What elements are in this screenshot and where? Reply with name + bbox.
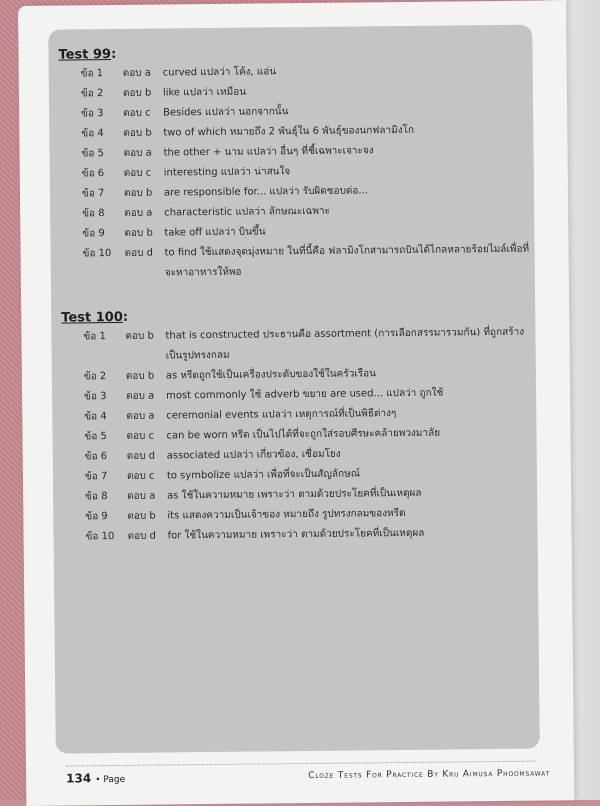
question-number: ข้อ 1 <box>80 68 104 80</box>
explanation: as หรีดถูกใช้เป็นเครื่องประดับของใช้ในครัวเรือน <box>165 368 377 382</box>
answer-choice: ตอบ a <box>126 390 155 402</box>
question-number: ข้อ 7 <box>81 188 105 200</box>
answer-choice: ตอบ b <box>122 87 152 99</box>
answer-choice: ตอบ c <box>123 167 152 179</box>
answer-row <box>83 323 531 368</box>
section-title: Test 99: <box>58 46 117 63</box>
section-title: Test 100: <box>61 309 129 326</box>
question-number: ข้อ 2 <box>83 371 107 383</box>
answer-choice: ตอบ b <box>123 187 153 199</box>
answer-choice: ตอบ d <box>127 530 156 542</box>
answer-choice: ตอบ c <box>126 430 155 442</box>
explanation: to symbolize แปลว่า เพื่อที่จะเป็นสัญลักษณ์ <box>166 468 361 482</box>
explanation: two of which หมายถึง 2 พันธุ์ใน 6 พันธุ์ของนกฟลามิงโก <box>163 124 415 139</box>
question-number: ข้อ 7 <box>84 471 108 483</box>
section-test-100 <box>61 306 533 548</box>
answer-choice: ตอบ a <box>123 147 152 159</box>
book-page <box>18 0 574 806</box>
question-number: ข้อ 10 <box>85 531 115 543</box>
answer-choice: ตอบ a <box>127 490 156 502</box>
question-number: ข้อ 5 <box>84 431 107 443</box>
explanation: take off แปลว่า บินขึ้น <box>164 226 266 239</box>
answer-choice: ตอบ a <box>122 67 151 79</box>
answer-choice: ตอบ b <box>123 127 152 139</box>
explanation: Besides แปลว่า นอกจากนั้น <box>163 106 289 119</box>
explanation: its แสดงความเป็นเจ้าของ หมายถึง รูปทรงกลมของหรีด <box>167 507 406 522</box>
question-number: ข้อ 1 <box>83 331 106 343</box>
answer-choice: ตอบ c <box>126 470 155 482</box>
explanation: are responsible for... แปลว่า รับผิดชอบต่อ... <box>163 185 368 199</box>
question-number: ข้อ 4 <box>84 411 107 423</box>
question-number: ข้อ 10 <box>82 248 112 260</box>
question-number: ข้อ 9 <box>85 511 108 523</box>
question-number: ข้อ 5 <box>81 148 104 160</box>
question-number: ข้อ 3 <box>81 108 104 120</box>
explanation: as ใช้ในความหมาย เพราะว่า ตามด้วยประโยคที่เป็นเหตุผล <box>167 487 422 502</box>
explanation: like แปลว่า เหมือน <box>162 86 247 99</box>
footer-divider <box>66 761 536 767</box>
section-test-99 <box>58 43 530 285</box>
explanation: for ใช้ในความหมาย เพราะว่า ตามด้วยประโยคที่เป็นเหตุผล <box>167 527 425 542</box>
page-label: • Page <box>95 774 126 786</box>
question-number: ข้อ 8 <box>85 491 108 503</box>
answer-choice: ตอบ b <box>124 227 153 239</box>
question-number: ข้อ 3 <box>84 391 107 403</box>
explanation: most commonly ใช้ adverb ขยาย are used... แปลว่า ถูกใช้ <box>166 387 444 402</box>
question-number: ข้อ 2 <box>80 88 104 100</box>
answer-key-content <box>58 43 533 548</box>
question-number: ข้อ 8 <box>82 208 105 220</box>
answer-row <box>82 240 530 285</box>
explanation: characteristic แปลว่า ลักษณะเฉพาะ <box>164 205 331 219</box>
explanation: can be worn หรีด เป็นไปได้ที่จะถูกใส่รอบศีรษะคล้ายพวงมาลัย <box>166 427 441 442</box>
answer-choice: ตอบ b <box>125 370 155 382</box>
question-number: ข้อ 6 <box>84 451 108 463</box>
page-number: 134 • Page <box>66 771 126 786</box>
answer-choice: ตอบ a <box>126 410 155 422</box>
answer-choice: ตอบ b <box>125 330 154 342</box>
explanation: ceremonial events แปลว่า เหตุการณ์ที่เป็นพิธีต่างๆ <box>166 408 397 422</box>
answer-choice: ตอบ d <box>126 450 156 462</box>
explanation: to find ใช้แสดงจุดมุ่งหมาย ในที่นี้คือ ฟลามิงโกสามารถบินได้ไกลหลายร้อยไมล์เพื่อที่จะหาอาหารให้พอ <box>164 243 530 279</box>
answer-choice: ตอบ a <box>124 207 153 219</box>
answer-choice: ตอบ c <box>123 107 151 119</box>
explanation: the other + นาม แปลว่า อื่นๆ ที่ชี้เฉพาะเจาะจง <box>163 145 374 159</box>
answer-choice: ตอบ b <box>127 510 156 522</box>
running-footer-title: Cloze Tests For Practice By Kru Aimusa Phoomsawat <box>308 768 551 782</box>
question-number: ข้อ 9 <box>82 228 105 240</box>
question-number: ข้อ 4 <box>81 128 104 140</box>
explanation: curved แปลว่า โค้ง, แอ่น <box>162 66 277 79</box>
explanation: interesting แปลว่า น่าสนใจ <box>163 166 291 179</box>
answer-choice: ตอบ d <box>124 247 154 259</box>
question-number: ข้อ 6 <box>81 168 105 180</box>
explanation: that is constructed ประธานคือ assortment (การเลือกสรรมารวมกัน) ที่ถูกสร้างเป็นรูปทรงกลม <box>165 326 525 362</box>
explanation: associated แปลว่า เกี่ยวข้อง, เชื่อมโยง <box>166 448 341 462</box>
